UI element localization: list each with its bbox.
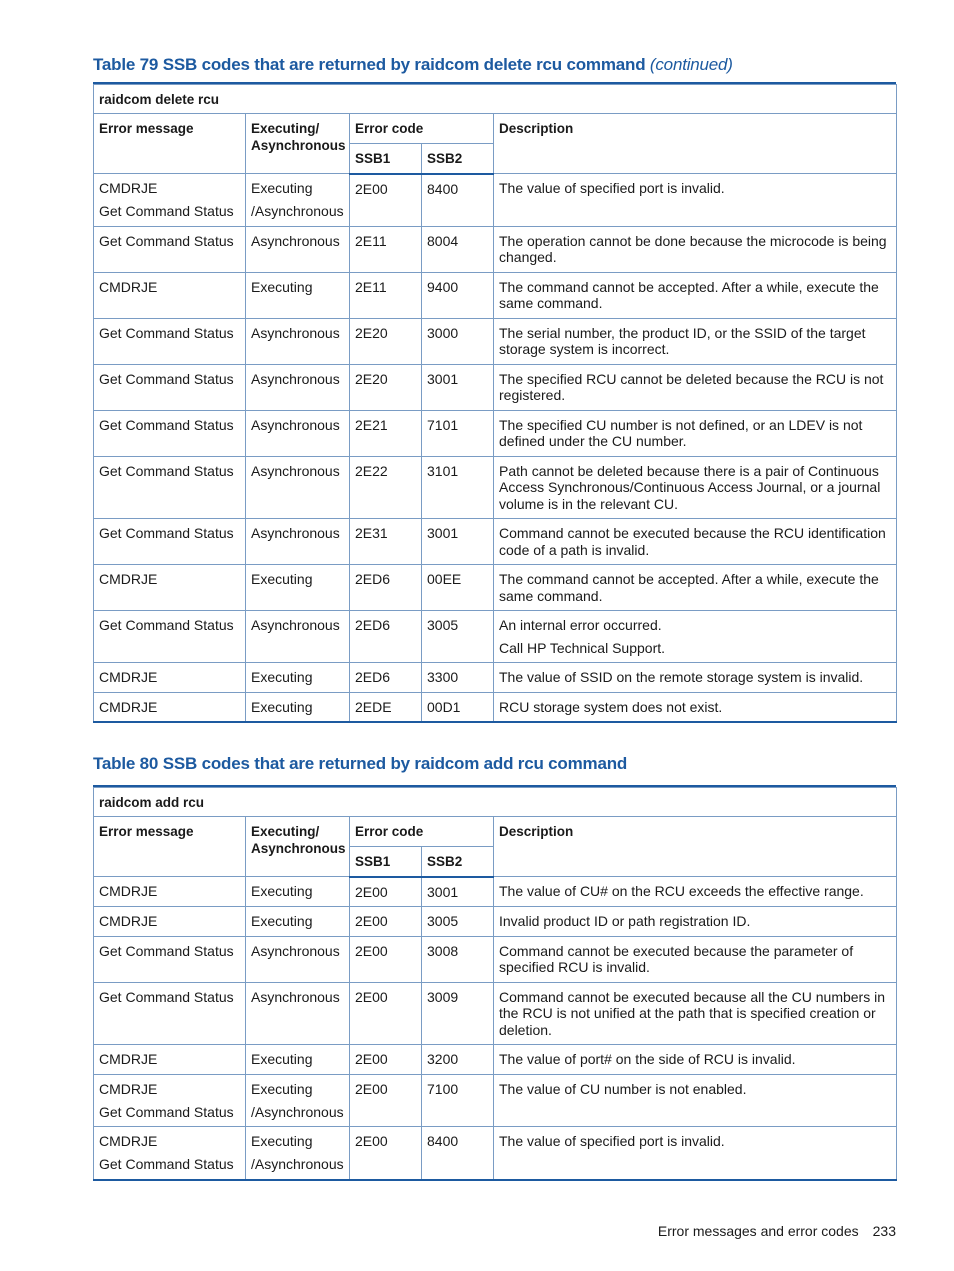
ssb2-cell: 3101 xyxy=(422,456,494,519)
description-line: The value of CU number is not enabled. xyxy=(499,1080,747,1097)
table-row xyxy=(94,907,897,937)
error-message-cell xyxy=(94,519,246,565)
ssb1-cell: 2ED6 xyxy=(350,565,422,611)
description-line: The value of CU# on the RCU exceeds the effective range. xyxy=(499,883,864,899)
header-error-message: Error message xyxy=(94,114,246,174)
executing-cell xyxy=(246,519,350,565)
ssb2-cell: 3005 xyxy=(422,907,494,937)
error-message-line: CMDRJE xyxy=(99,180,158,196)
ssb1-cell: 2E20 xyxy=(350,318,422,364)
executing-line: Executing xyxy=(251,1080,313,1097)
table-row xyxy=(94,663,897,693)
description-line: The value of port# on the side of RCU is invalid. xyxy=(499,1051,796,1067)
header-executing-line2: Asynchronous xyxy=(251,840,346,856)
ssb1-cell: 2ED6 xyxy=(350,663,422,693)
executing-cell xyxy=(246,692,350,722)
error-message-line: CMDRJE xyxy=(99,1080,158,1097)
description-cell xyxy=(494,226,897,272)
table-row xyxy=(94,519,897,565)
ssb1-cell: 2E00 xyxy=(350,1127,422,1180)
ssb1-cell: 2E00 xyxy=(350,174,422,227)
error-message-cell xyxy=(94,877,246,907)
error-message-cell xyxy=(94,318,246,364)
header-ssb2: SSB2 xyxy=(422,144,494,174)
executing-cell xyxy=(246,174,350,227)
error-message-line: CMDRJE xyxy=(99,1133,158,1149)
error-message-cell xyxy=(94,663,246,693)
ssb2-cell: 8400 xyxy=(422,1127,494,1180)
executing-line: Asynchronous xyxy=(251,942,340,959)
header-executing-line1: Executing/ xyxy=(251,824,320,839)
executing-line: /Asynchronous xyxy=(251,1103,344,1120)
description-line: The value of SSID on the remote storage system is invalid. xyxy=(499,669,864,685)
table-row xyxy=(94,1045,897,1075)
header-executing xyxy=(246,817,350,877)
executing-cell xyxy=(246,565,350,611)
executing-line: Executing xyxy=(251,571,313,587)
ssb2-cell: 3200 xyxy=(422,1045,494,1075)
executing-cell xyxy=(246,982,350,1045)
ssb1-cell: 2E00 xyxy=(350,907,422,937)
table-row xyxy=(94,877,897,907)
executing-line: Asynchronous xyxy=(251,416,340,433)
error-message-cell xyxy=(94,272,246,318)
error-message-cell xyxy=(94,611,246,663)
error-message-line: CMDRJE xyxy=(99,1051,158,1067)
table-row xyxy=(94,982,897,1045)
ssb2-cell: 7101 xyxy=(422,410,494,456)
error-message-line: Get Command Status xyxy=(99,203,234,219)
executing-cell xyxy=(246,272,350,318)
header-ssb1: SSB1 xyxy=(350,847,422,877)
executing-line: Asynchronous xyxy=(251,617,340,633)
error-message-cell xyxy=(94,982,246,1045)
description-line: The operation cannot be done because the microcode is being changed. xyxy=(499,232,887,265)
description-line: The command cannot be accepted. After a while, execute the same command. xyxy=(499,571,879,604)
ssb1-cell: 2E11 xyxy=(350,226,422,272)
ssb2-cell: 9400 xyxy=(422,272,494,318)
executing-line: Asynchronous xyxy=(251,462,340,479)
error-message-line: Get Command Status xyxy=(99,370,234,387)
executing-cell xyxy=(246,1074,350,1127)
description-line: Invalid product ID or path registration ID. xyxy=(499,913,751,929)
table-row xyxy=(94,936,897,982)
description-cell xyxy=(494,565,897,611)
executing-line: Executing xyxy=(251,883,313,899)
executing-cell xyxy=(246,663,350,693)
description-line: Command cannot be executed because the parameter of specified RCU is invalid. xyxy=(499,942,854,975)
table-79-continued: (continued) xyxy=(649,55,733,74)
ssb1-cell: 2E00 xyxy=(350,982,422,1045)
description-cell xyxy=(494,1127,897,1180)
table-79-caption: raidcom delete rcu xyxy=(94,85,897,114)
table-row xyxy=(94,456,897,519)
ssb2-cell: 8004 xyxy=(422,226,494,272)
error-message-line: CMDRJE xyxy=(99,883,158,899)
ssb1-cell: 2E22 xyxy=(350,456,422,519)
ssb1-cell: 2E00 xyxy=(350,877,422,907)
table-row xyxy=(94,318,897,364)
error-message-cell xyxy=(94,907,246,937)
header-description: Description xyxy=(494,817,897,877)
description-cell xyxy=(494,1074,897,1127)
executing-line: Executing xyxy=(251,913,313,929)
executing-line: Executing xyxy=(251,669,313,685)
header-executing-line2: Asynchronous xyxy=(251,137,346,153)
table-row xyxy=(94,226,897,272)
ssb1-cell: 2E21 xyxy=(350,410,422,456)
description-line: The value of specified port is invalid. xyxy=(499,180,725,196)
executing-line: Executing xyxy=(251,278,313,295)
table-80-header-row xyxy=(94,817,897,847)
ssb2-cell: 8400 xyxy=(422,174,494,227)
ssb2-cell: 3008 xyxy=(422,936,494,982)
executing-cell xyxy=(246,1045,350,1075)
error-message-cell xyxy=(94,410,246,456)
ssb2-cell: 3001 xyxy=(422,364,494,410)
description-line: Command cannot be executed because all the CU numbers in the RCU is not unified at the path that is specified creation or deletion. xyxy=(499,988,885,1038)
ssb2-cell: 3000 xyxy=(422,318,494,364)
ssb1-cell: 2EDE xyxy=(350,692,422,722)
table-row xyxy=(94,410,897,456)
ssb1-cell: 2E00 xyxy=(350,936,422,982)
table-80 xyxy=(93,787,897,1181)
page-footer xyxy=(658,1223,896,1239)
description-line: The value of specified port is invalid. xyxy=(499,1133,725,1149)
error-message-cell xyxy=(94,364,246,410)
header-ssb2: SSB2 xyxy=(422,847,494,877)
description-cell xyxy=(494,410,897,456)
header-executing xyxy=(246,114,350,174)
header-ssb1: SSB1 xyxy=(350,144,422,174)
table-79-header-row xyxy=(94,114,897,144)
description-cell xyxy=(494,519,897,565)
description-line: Command cannot be executed because the RCU identification code of a path is invalid. xyxy=(499,525,886,558)
description-line: Path cannot be deleted because there is a pair of Continuous Access Synchronous/Continuous Access Journal, or a journal volume is in the relevant CU. xyxy=(499,462,881,512)
error-message-cell xyxy=(94,456,246,519)
ssb1-cell: 2E00 xyxy=(350,1074,422,1127)
ssb2-cell: 00D1 xyxy=(422,692,494,722)
ssb2-cell: 3009 xyxy=(422,982,494,1045)
executing-line: /Asynchronous xyxy=(251,1156,344,1172)
error-message-cell xyxy=(94,692,246,722)
description-line: The specified CU number is not defined, or an LDEV is not defined under the CU number. xyxy=(499,416,863,449)
ssb2-cell: 3300 xyxy=(422,663,494,693)
table-row xyxy=(94,1127,897,1180)
ssb1-cell: 2E20 xyxy=(350,364,422,410)
footer-section-title: Error messages and error codes xyxy=(657,1223,859,1239)
error-message-line: Get Command Status xyxy=(99,232,234,249)
description-cell xyxy=(494,982,897,1045)
description-cell xyxy=(494,663,897,693)
ssb2-cell: 7100 xyxy=(422,1074,494,1127)
error-message-line: CMDRJE xyxy=(99,278,158,295)
ssb1-cell: 2E11 xyxy=(350,272,422,318)
error-message-cell xyxy=(94,1127,246,1180)
executing-cell xyxy=(246,226,350,272)
table-row xyxy=(94,272,897,318)
error-message-cell xyxy=(94,565,246,611)
page-number: 233 xyxy=(872,1223,896,1239)
executing-cell xyxy=(246,877,350,907)
description-cell xyxy=(494,272,897,318)
error-message-line: Get Command Status xyxy=(99,617,234,633)
executing-line: Asynchronous xyxy=(251,324,340,341)
executing-cell xyxy=(246,318,350,364)
description-cell xyxy=(494,364,897,410)
description-cell xyxy=(494,936,897,982)
error-message-line: Get Command Status xyxy=(99,462,234,479)
table-row xyxy=(94,611,897,663)
error-message-line: CMDRJE xyxy=(99,571,158,587)
error-message-line: Get Command Status xyxy=(99,1156,234,1172)
error-message-line: Get Command Status xyxy=(99,1103,234,1120)
ssb1-cell: 2ED6 xyxy=(350,611,422,663)
error-message-line: Get Command Status xyxy=(99,988,234,1005)
table-row xyxy=(94,364,897,410)
header-error-code: Error code xyxy=(350,114,494,144)
description-line: Call HP Technical Support. xyxy=(499,639,666,656)
executing-line: Asynchronous xyxy=(251,370,340,387)
executing-cell xyxy=(246,1127,350,1180)
error-message-cell xyxy=(94,936,246,982)
executing-line: Asynchronous xyxy=(251,988,340,1005)
error-message-line: CMDRJE xyxy=(99,913,158,929)
table-80-body xyxy=(94,788,897,1180)
table-79-title xyxy=(93,55,733,75)
error-message-line: Get Command Status xyxy=(99,416,234,433)
error-message-line: Get Command Status xyxy=(99,324,234,341)
executing-cell xyxy=(246,611,350,663)
error-message-cell xyxy=(94,226,246,272)
description-cell xyxy=(494,318,897,364)
error-message-cell xyxy=(94,174,246,227)
description-line: RCU storage system does not exist. xyxy=(499,698,723,715)
ssb2-cell: 3001 xyxy=(422,877,494,907)
table-79 xyxy=(93,84,897,723)
executing-cell xyxy=(246,936,350,982)
executing-line: Executing xyxy=(251,1133,313,1149)
executing-line: Executing xyxy=(251,1051,313,1067)
error-message-line: Get Command Status xyxy=(99,525,234,541)
ssb2-cell: 3001 xyxy=(422,519,494,565)
description-cell xyxy=(494,877,897,907)
description-line: The command cannot be accepted. After a while, execute the same command. xyxy=(499,278,879,311)
executing-line: Executing xyxy=(251,180,313,196)
error-message-line: CMDRJE xyxy=(99,698,158,715)
table-79-title-text: Table 79 SSB codes that are returned by raidcom delete rcu command xyxy=(93,55,646,74)
ssb1-cell: 2E00 xyxy=(350,1045,422,1075)
description-cell xyxy=(494,692,897,722)
description-cell xyxy=(494,907,897,937)
description-line: The specified RCU cannot be deleted because the RCU is not registered. xyxy=(499,370,884,403)
executing-line: Asynchronous xyxy=(251,232,340,249)
header-description: Description xyxy=(494,114,897,174)
executing-cell xyxy=(246,364,350,410)
table-80-title xyxy=(93,754,627,774)
description-cell xyxy=(494,611,897,663)
executing-line: Asynchronous xyxy=(251,525,340,541)
table-79-caption-row xyxy=(94,85,897,114)
ssb1-cell: 2E31 xyxy=(350,519,422,565)
executing-cell xyxy=(246,410,350,456)
table-row xyxy=(94,565,897,611)
table-80-caption: raidcom add rcu xyxy=(94,788,897,817)
error-message-cell xyxy=(94,1045,246,1075)
ssb2-cell: 00EE xyxy=(422,565,494,611)
executing-cell xyxy=(246,907,350,937)
table-row xyxy=(94,692,897,722)
header-executing-line1: Executing/ xyxy=(251,121,320,136)
error-message-line: Get Command Status xyxy=(99,942,234,959)
description-line: An internal error occurred. xyxy=(499,617,662,633)
description-cell xyxy=(494,456,897,519)
header-error-code: Error code xyxy=(350,817,494,847)
table-79-body xyxy=(94,85,897,723)
error-message-line: CMDRJE xyxy=(99,669,158,685)
table-80-caption-row xyxy=(94,788,897,817)
description-cell xyxy=(494,174,897,227)
description-line: The serial number, the product ID, or the SSID of the target storage system is incorrect. xyxy=(499,324,866,357)
ssb2-cell: 3005 xyxy=(422,611,494,663)
table-row xyxy=(94,1074,897,1127)
table-80-title-text: Table 80 SSB codes that are returned by raidcom add rcu command xyxy=(93,754,628,773)
executing-line: Executing xyxy=(251,698,313,715)
executing-line: /Asynchronous xyxy=(251,203,344,219)
description-cell xyxy=(494,1045,897,1075)
table-row xyxy=(94,174,897,227)
error-message-cell xyxy=(94,1074,246,1127)
executing-cell xyxy=(246,456,350,519)
header-error-message: Error message xyxy=(94,817,246,877)
